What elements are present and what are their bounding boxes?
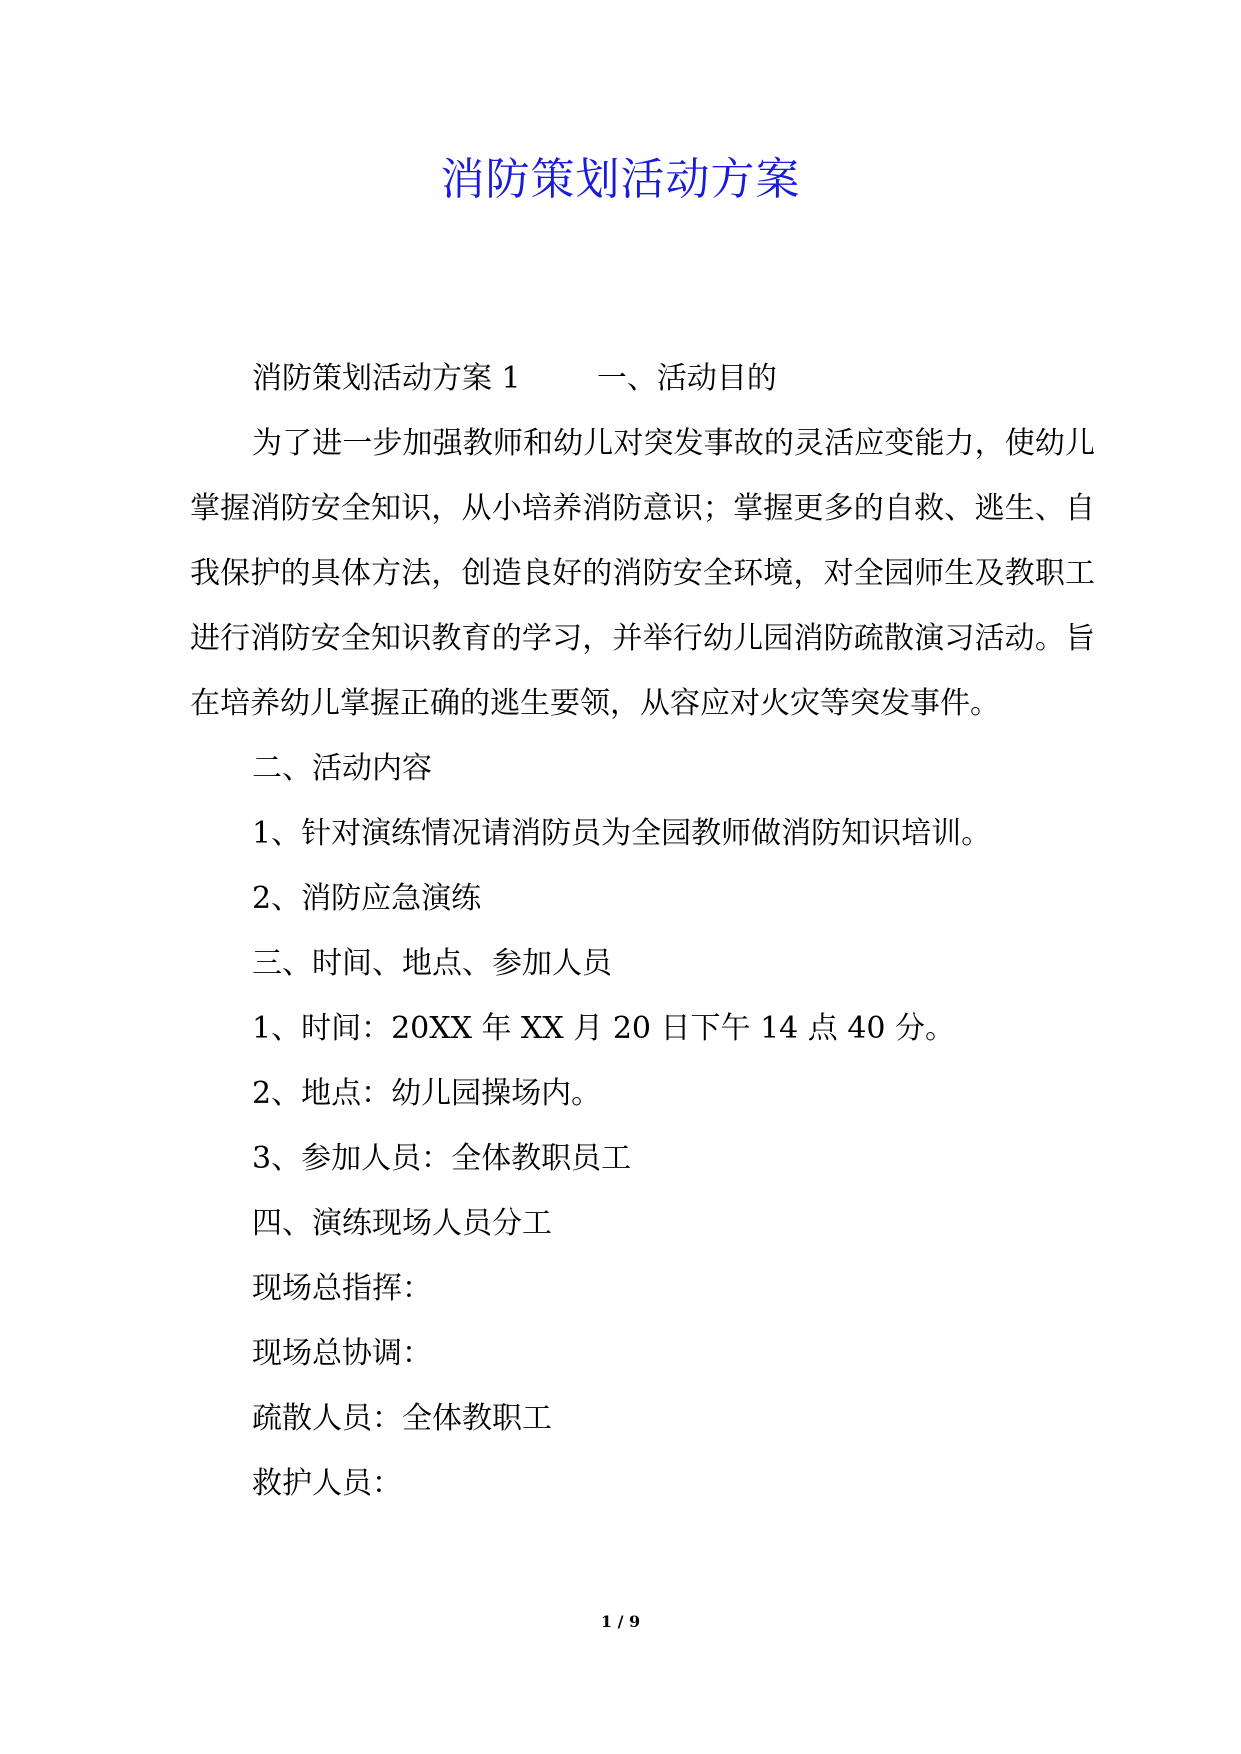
paragraph-item-training: 1、针对演练情况请消防员为全园教师做消防知识培训。 (252, 816, 992, 851)
paragraph-purpose: 为了进一步加强教师和幼儿对突发事故的灵活应变能力，使幼儿掌握消防安全知识，从小培养消防意识；掌握更多的自救、逃生、自我保护的具体方法，创造良好的消防安全环境，对全园师生及教职工进行消防安全知识教育的学习，并举行幼儿园消防疏散演习活动。旨在培养幼儿掌握正确的逃生要领，从容应对火灾等突发事件。 (190, 426, 1095, 721)
paragraph-item-drill: 2、消防应急演练 (252, 881, 482, 916)
document-title: 消防策划活动方案 (440, 154, 801, 205)
paragraph-section-3: 三、时间、地点、参加人员 (252, 946, 612, 981)
paragraph-evacuation: 疏散人员：全体教职工 (252, 1401, 552, 1436)
paragraph-section-4: 四、演练现场人员分工 (252, 1206, 552, 1241)
paragraph-heading-1: 消防策划活动方案 1 一、活动目的 (252, 361, 777, 396)
paragraph-item-participants: 3、参加人员：全体教职员工 (252, 1141, 632, 1176)
paragraph-item-time: 1、时间：20XX 年 XX 月 20 日下午 14 点 40 分。 (252, 1011, 956, 1046)
paragraph-section-2: 二、活动内容 (252, 751, 432, 786)
paragraph-item-location: 2、地点：幼儿园操场内。 (252, 1076, 602, 1111)
page-number: 1 / 9 (600, 1612, 641, 1631)
paragraph-commander: 现场总指挥： (252, 1271, 432, 1306)
paragraph-rescue: 救护人员： (252, 1466, 402, 1501)
document-body (190, 346, 1095, 1516)
paragraph-coordinator: 现场总协调： (252, 1336, 432, 1371)
